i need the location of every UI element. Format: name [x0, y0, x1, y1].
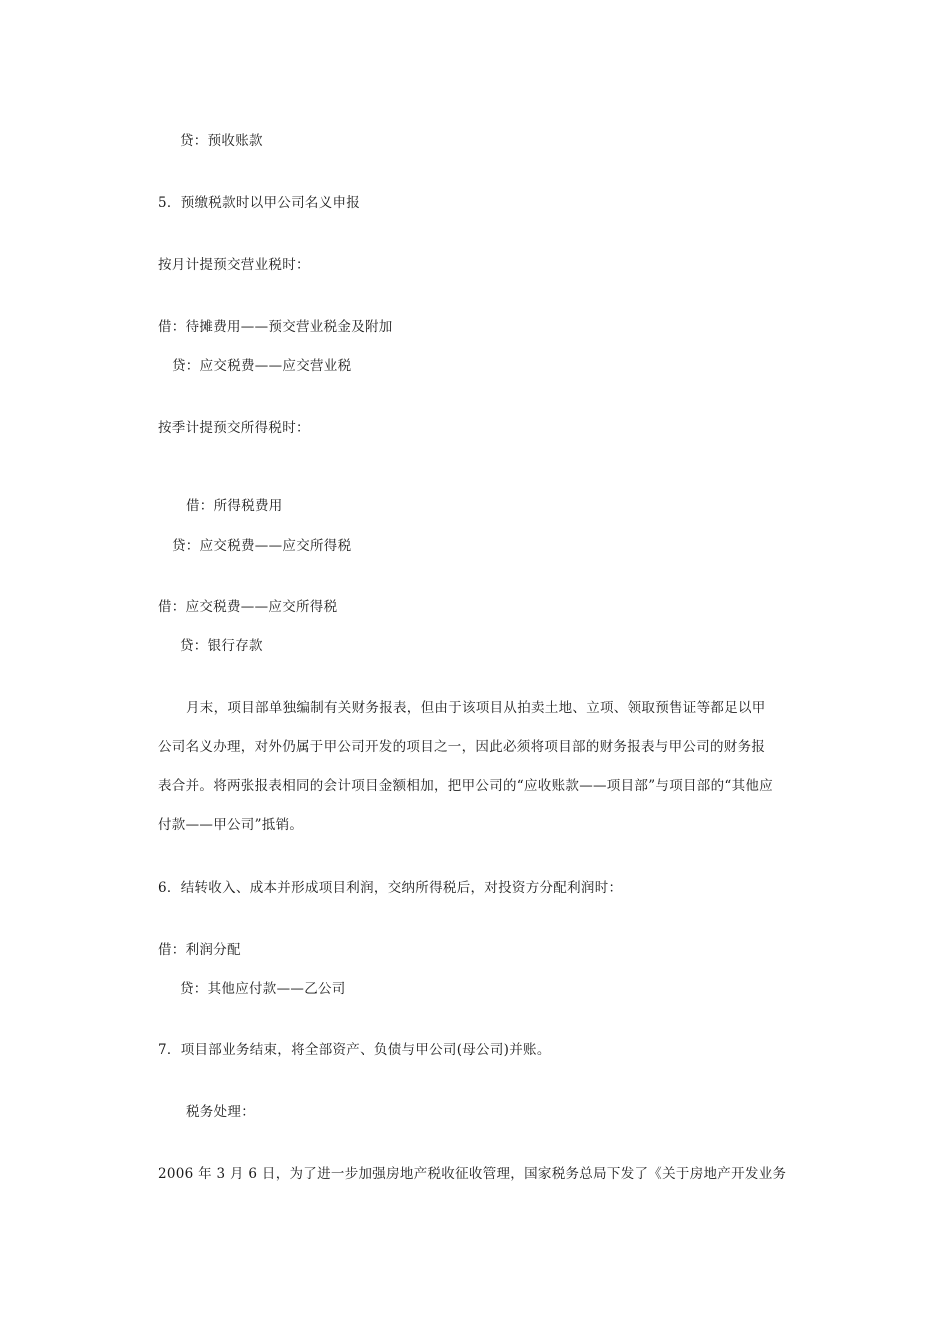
paragraph-line: 月末，项目部单独编制有关财务报表，但由于该项目从拍卖土地、立项、领取预售证等都足以甲 — [186, 700, 766, 716]
credit-other-payables: 贷：其他应付款——乙公司 — [180, 981, 346, 997]
credit-advance-receipts: 贷：预收账款 — [180, 133, 263, 149]
credit-bank-deposit: 贷：银行存款 — [180, 638, 263, 654]
monthly-business-tax-heading: 按月计提预交营业税时： — [158, 257, 310, 273]
item-5-heading: 5．预缴税款时以甲公司名义申报 — [158, 195, 361, 211]
item-6-heading: 6．结转收入、成本并形成项目利润，交纳所得税后，对投资方分配利润时： — [158, 880, 623, 896]
quarterly-income-tax-heading: 按季计提预交所得税时： — [158, 420, 310, 436]
debit-profit-distribution: 借：利润分配 — [158, 942, 241, 958]
paragraph-line: 付款——甲公司”抵销。 — [158, 817, 304, 833]
debit-income-tax-expense: 借：所得税费用 — [186, 498, 283, 514]
tax-treatment-heading: 税务处理： — [186, 1104, 255, 1120]
item-7-heading: 7．项目部业务结束，将全部资产、负债与甲公司(母公司)并账。 — [158, 1042, 551, 1058]
credit-income-tax-payable: 贷：应交税费——应交所得税 — [172, 538, 352, 554]
credit-business-tax-payable: 贷：应交税费——应交营业税 — [172, 358, 352, 374]
paragraph-line: 公司名义办理，对外仍属于甲公司开发的项目之一，因此必须将项目部的财务报表与甲公司的财务报 — [158, 739, 766, 755]
debit-income-tax-payable: 借：应交税费——应交所得税 — [158, 599, 338, 615]
tax-circular-intro: 2006 年 3 月 6 日，为了进一步加强房地产税收征收管理，国家税务总局下发了《关于房地产开发业务 — [158, 1166, 787, 1182]
paragraph-line: 表合并。将两张报表相同的会计项目金额相加，把甲公司的“应收账款——项目部”与项目部的“其他应 — [158, 778, 774, 794]
debit-prepaid-expenses: 借：待摊费用——预交营业税金及附加 — [158, 319, 393, 335]
month-end-paragraph — [158, 698, 794, 835]
